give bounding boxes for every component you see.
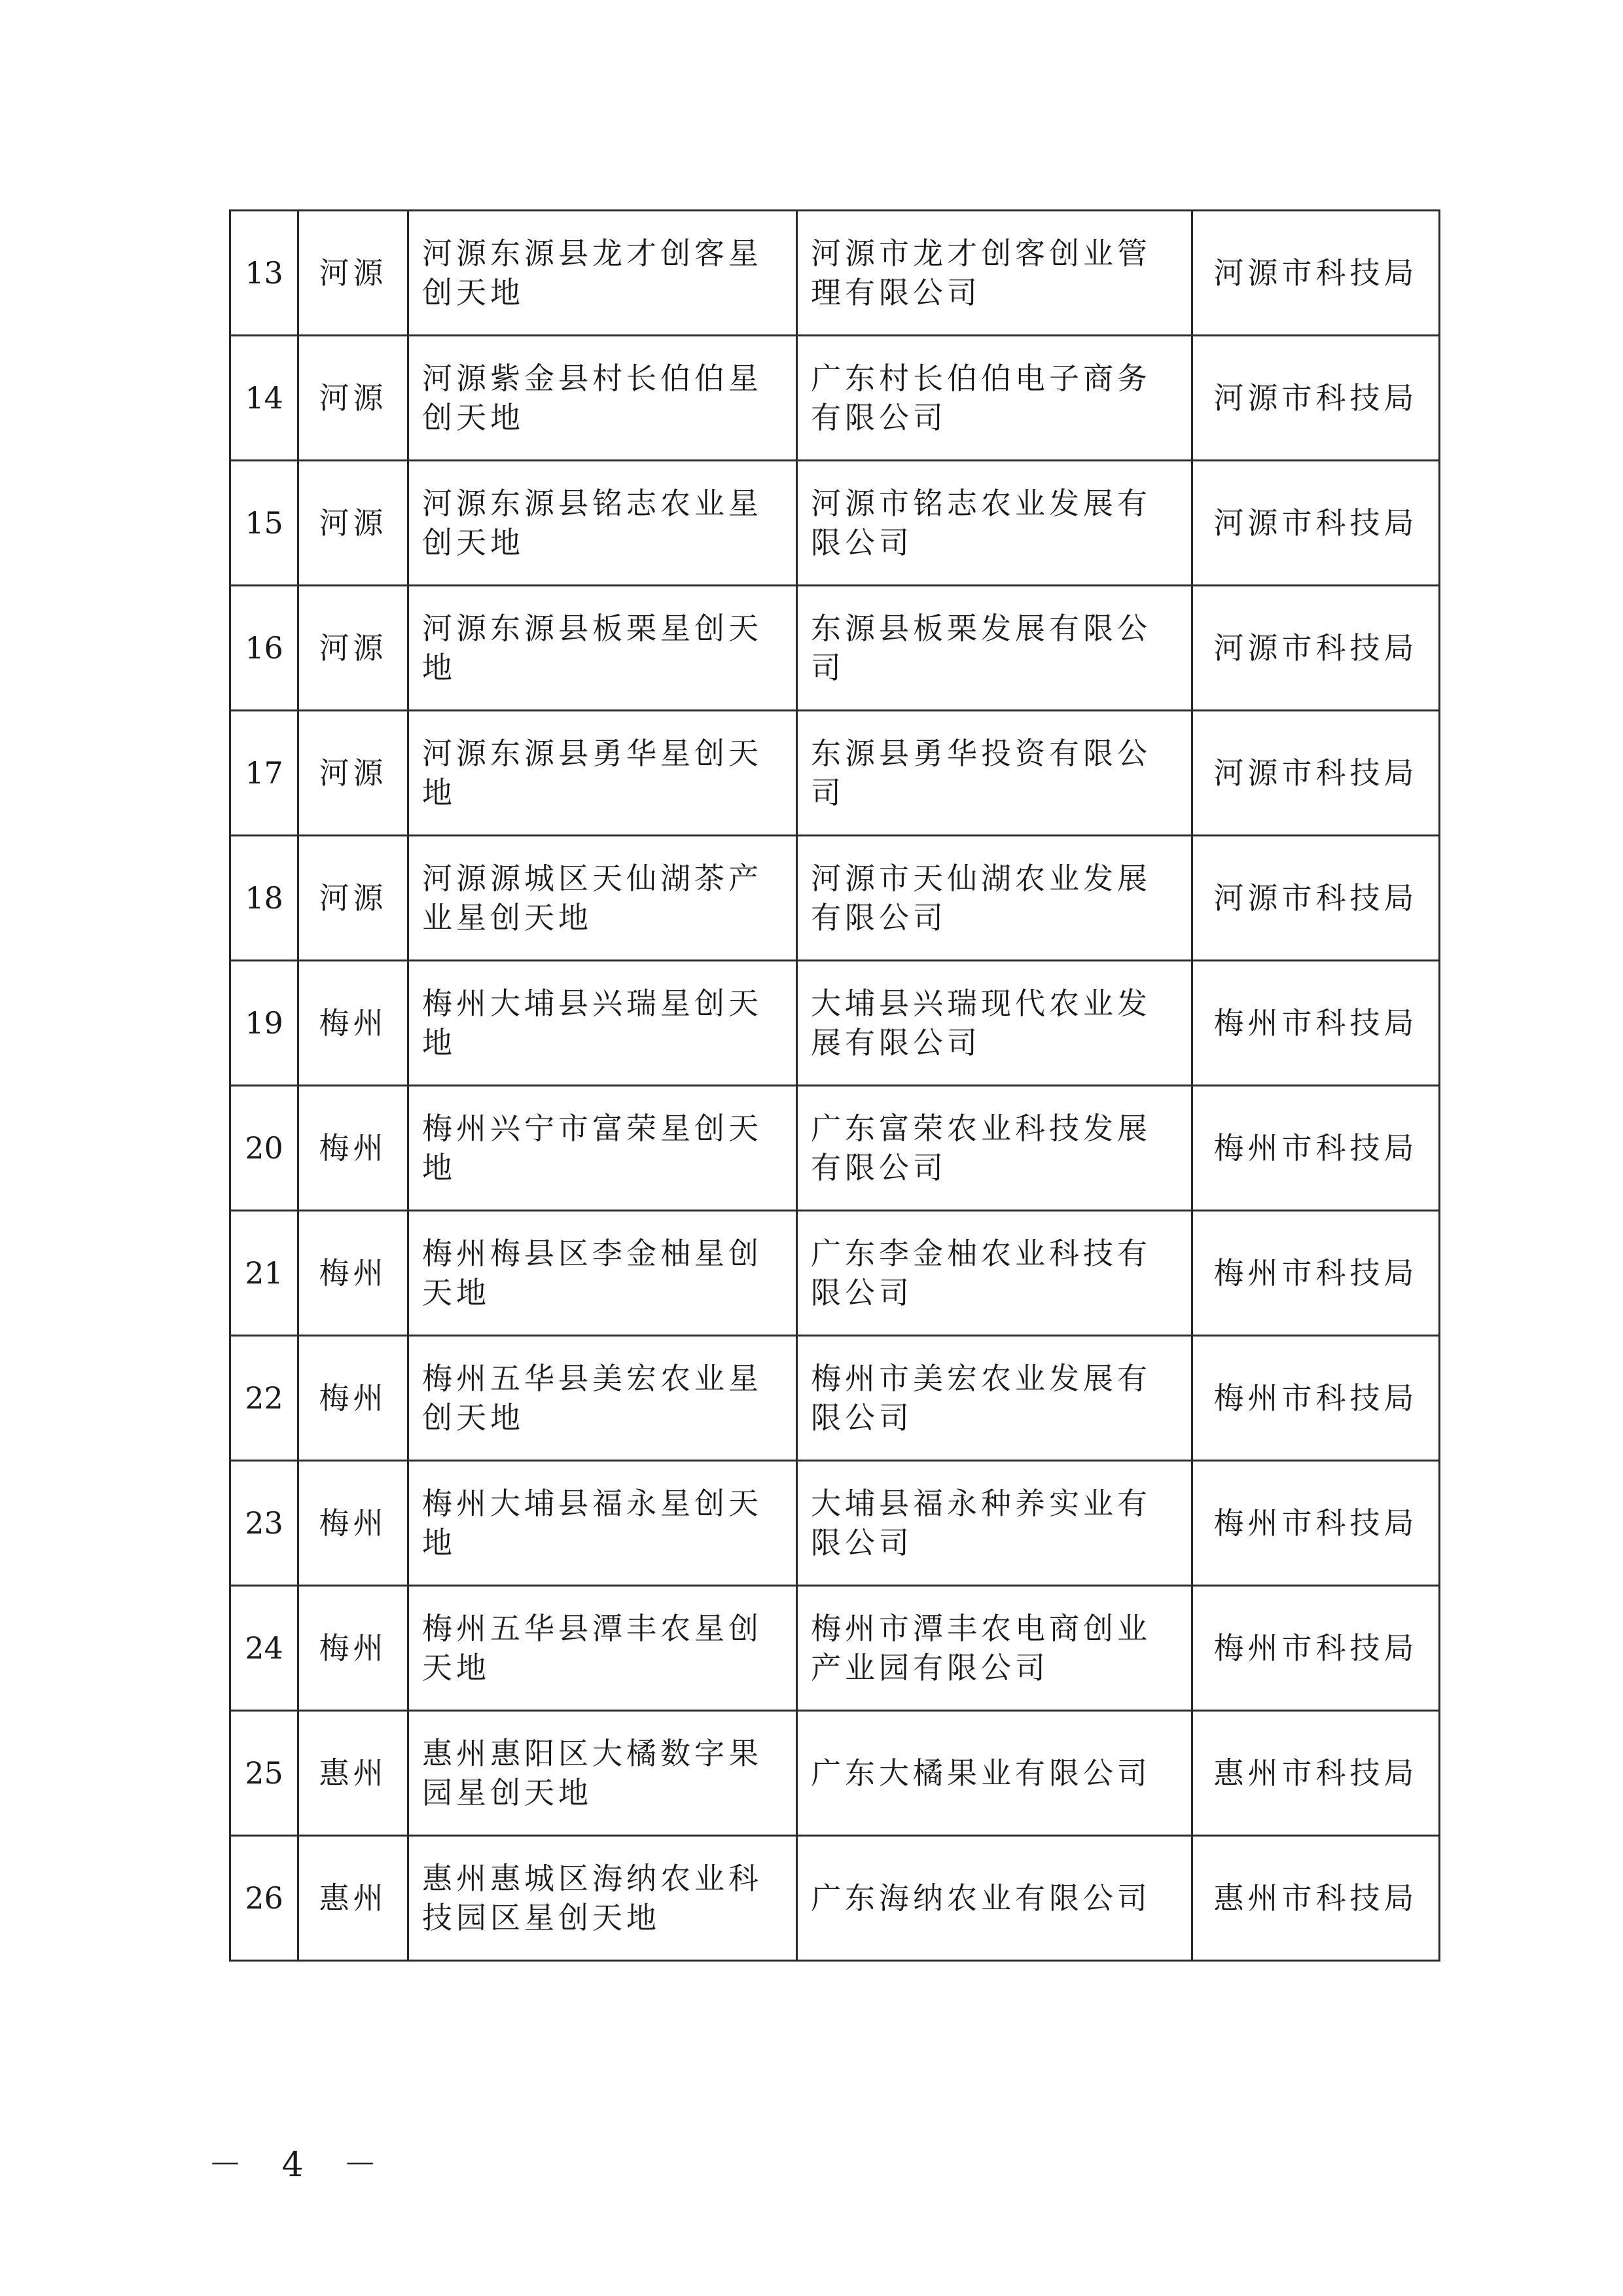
- star-innovation-table: [229, 209, 1440, 1962]
- row-operating-organization: 梅州市美宏农业发展有限公司: [797, 1336, 1192, 1461]
- row-operating-organization: 大埔县兴瑞现代农业发展有限公司: [797, 961, 1192, 1086]
- page-number: － 4 －: [208, 2145, 392, 2185]
- row-platform-name: 河源东源县板栗星创天地: [408, 586, 797, 711]
- row-platform-name: 河源东源县勇华星创天地: [408, 711, 797, 836]
- row-number: 25: [230, 1711, 298, 1836]
- row-platform-name: 惠州惠阳区大橘数字果园星创天地: [408, 1711, 797, 1836]
- row-number: 26: [230, 1836, 298, 1961]
- table-row: [230, 1336, 1440, 1461]
- table-row: [230, 836, 1440, 961]
- row-platform-name: 河源东源县龙才创客星创天地: [408, 211, 797, 336]
- row-operating-organization: 河源市天仙湖农业发展有限公司: [797, 836, 1192, 961]
- row-recommending-authority: 河源市科技局: [1192, 461, 1440, 586]
- row-recommending-authority: 梅州市科技局: [1192, 1336, 1440, 1461]
- row-operating-organization: 广东大橘果业有限公司: [797, 1711, 1192, 1836]
- row-platform-name: 惠州惠城区海纳农业科技园区星创天地: [408, 1836, 797, 1961]
- table-row: [230, 1836, 1440, 1961]
- row-operating-organization: 广东富荣农业科技发展有限公司: [797, 1086, 1192, 1211]
- row-operating-organization: 东源县板栗发展有限公司: [797, 586, 1192, 711]
- row-city: 河源: [298, 336, 408, 461]
- row-recommending-authority: 梅州市科技局: [1192, 1211, 1440, 1336]
- row-recommending-authority: 河源市科技局: [1192, 211, 1440, 336]
- row-platform-name: 梅州兴宁市富荣星创天地: [408, 1086, 797, 1211]
- row-number: 17: [230, 711, 298, 836]
- row-operating-organization: 梅州市潭丰农电商创业产业园有限公司: [797, 1586, 1192, 1711]
- row-recommending-authority: 梅州市科技局: [1192, 1586, 1440, 1711]
- row-city: 梅州: [298, 1086, 408, 1211]
- row-recommending-authority: 梅州市科技局: [1192, 961, 1440, 1086]
- table-row: [230, 1461, 1440, 1586]
- row-city: 梅州: [298, 1586, 408, 1711]
- table-row: [230, 1711, 1440, 1836]
- row-operating-organization: 河源市铭志农业发展有限公司: [797, 461, 1192, 586]
- row-number: 24: [230, 1586, 298, 1711]
- row-operating-organization: 河源市龙才创客创业管理有限公司: [797, 211, 1192, 336]
- row-platform-name: 河源东源县铭志农业星创天地: [408, 461, 797, 586]
- row-platform-name: 河源源城区天仙湖茶产业星创天地: [408, 836, 797, 961]
- row-number: 13: [230, 211, 298, 336]
- table-body: [230, 211, 1440, 1961]
- row-number: 23: [230, 1461, 298, 1586]
- row-operating-organization: 广东李金柚农业科技有限公司: [797, 1211, 1192, 1336]
- row-platform-name: 梅州大埔县福永星创天地: [408, 1461, 797, 1586]
- row-city: 河源: [298, 711, 408, 836]
- row-recommending-authority: 梅州市科技局: [1192, 1461, 1440, 1586]
- row-operating-organization: 东源县勇华投资有限公司: [797, 711, 1192, 836]
- row-number: 19: [230, 961, 298, 1086]
- table-row: [230, 586, 1440, 711]
- row-recommending-authority: 梅州市科技局: [1192, 1086, 1440, 1211]
- row-city: 梅州: [298, 1211, 408, 1336]
- row-city: 河源: [298, 836, 408, 961]
- row-recommending-authority: 惠州市科技局: [1192, 1836, 1440, 1961]
- row-recommending-authority: 河源市科技局: [1192, 586, 1440, 711]
- row-number: 20: [230, 1086, 298, 1211]
- table-row: [230, 1086, 1440, 1211]
- table-row: [230, 211, 1440, 336]
- row-city: 惠州: [298, 1711, 408, 1836]
- row-platform-name: 河源紫金县村长伯伯星创天地: [408, 336, 797, 461]
- row-city: 梅州: [298, 1461, 408, 1586]
- row-recommending-authority: 河源市科技局: [1192, 711, 1440, 836]
- row-city: 河源: [298, 586, 408, 711]
- row-city: 惠州: [298, 1836, 408, 1961]
- row-city: 梅州: [298, 961, 408, 1086]
- row-number: 16: [230, 586, 298, 711]
- row-operating-organization: 广东村长伯伯电子商务有限公司: [797, 336, 1192, 461]
- row-platform-name: 梅州梅县区李金柚星创天地: [408, 1211, 797, 1336]
- row-recommending-authority: 河源市科技局: [1192, 336, 1440, 461]
- row-number: 21: [230, 1211, 298, 1336]
- table-row: [230, 961, 1440, 1086]
- row-city: 梅州: [298, 1336, 408, 1461]
- row-operating-organization: 大埔县福永种养实业有限公司: [797, 1461, 1192, 1586]
- row-number: 14: [230, 336, 298, 461]
- row-recommending-authority: 河源市科技局: [1192, 836, 1440, 961]
- row-number: 15: [230, 461, 298, 586]
- table-row: [230, 461, 1440, 586]
- row-city: 河源: [298, 211, 408, 336]
- table-row: [230, 1211, 1440, 1336]
- table-row: [230, 1586, 1440, 1711]
- row-operating-organization: 广东海纳农业有限公司: [797, 1836, 1192, 1961]
- table-row: [230, 711, 1440, 836]
- row-platform-name: 梅州五华县美宏农业星创天地: [408, 1336, 797, 1461]
- row-platform-name: 梅州大埔县兴瑞星创天地: [408, 961, 797, 1086]
- row-recommending-authority: 惠州市科技局: [1192, 1711, 1440, 1836]
- row-number: 22: [230, 1336, 298, 1461]
- row-number: 18: [230, 836, 298, 961]
- row-platform-name: 梅州五华县潭丰农星创天地: [408, 1586, 797, 1711]
- row-city: 河源: [298, 461, 408, 586]
- table-row: [230, 336, 1440, 461]
